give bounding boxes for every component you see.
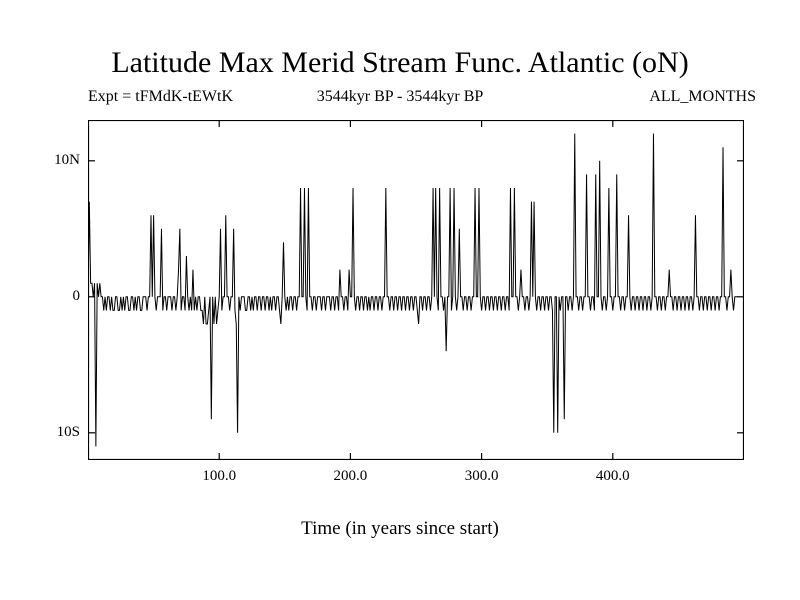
y-tick-label: 10S bbox=[56, 423, 80, 440]
x-tick-label: 400.0 bbox=[595, 468, 630, 484]
plot-frame bbox=[89, 121, 744, 460]
data-line bbox=[88, 134, 737, 447]
plot-svg bbox=[88, 120, 744, 460]
months-label: ALL_MONTHS bbox=[649, 88, 756, 105]
x-tick-label: 100.0 bbox=[202, 468, 237, 484]
x-axis-title: Time (in years since start) bbox=[301, 518, 499, 539]
plot-area bbox=[54, 120, 744, 484]
y-tick-label: 0 bbox=[72, 287, 80, 304]
period-label: 3544kyr BP - 3544kyr BP bbox=[316, 88, 484, 105]
page-title: Latitude Max Merid Stream Func. Atlantic (oN) bbox=[111, 46, 689, 79]
experiment-label: Expt = tFMdK-tEWtK bbox=[88, 88, 234, 105]
axis-ticks bbox=[88, 120, 744, 460]
y-tick-label: 10N bbox=[54, 151, 80, 168]
x-tick-label: 300.0 bbox=[464, 468, 499, 484]
x-tick-label: 200.0 bbox=[333, 468, 368, 484]
